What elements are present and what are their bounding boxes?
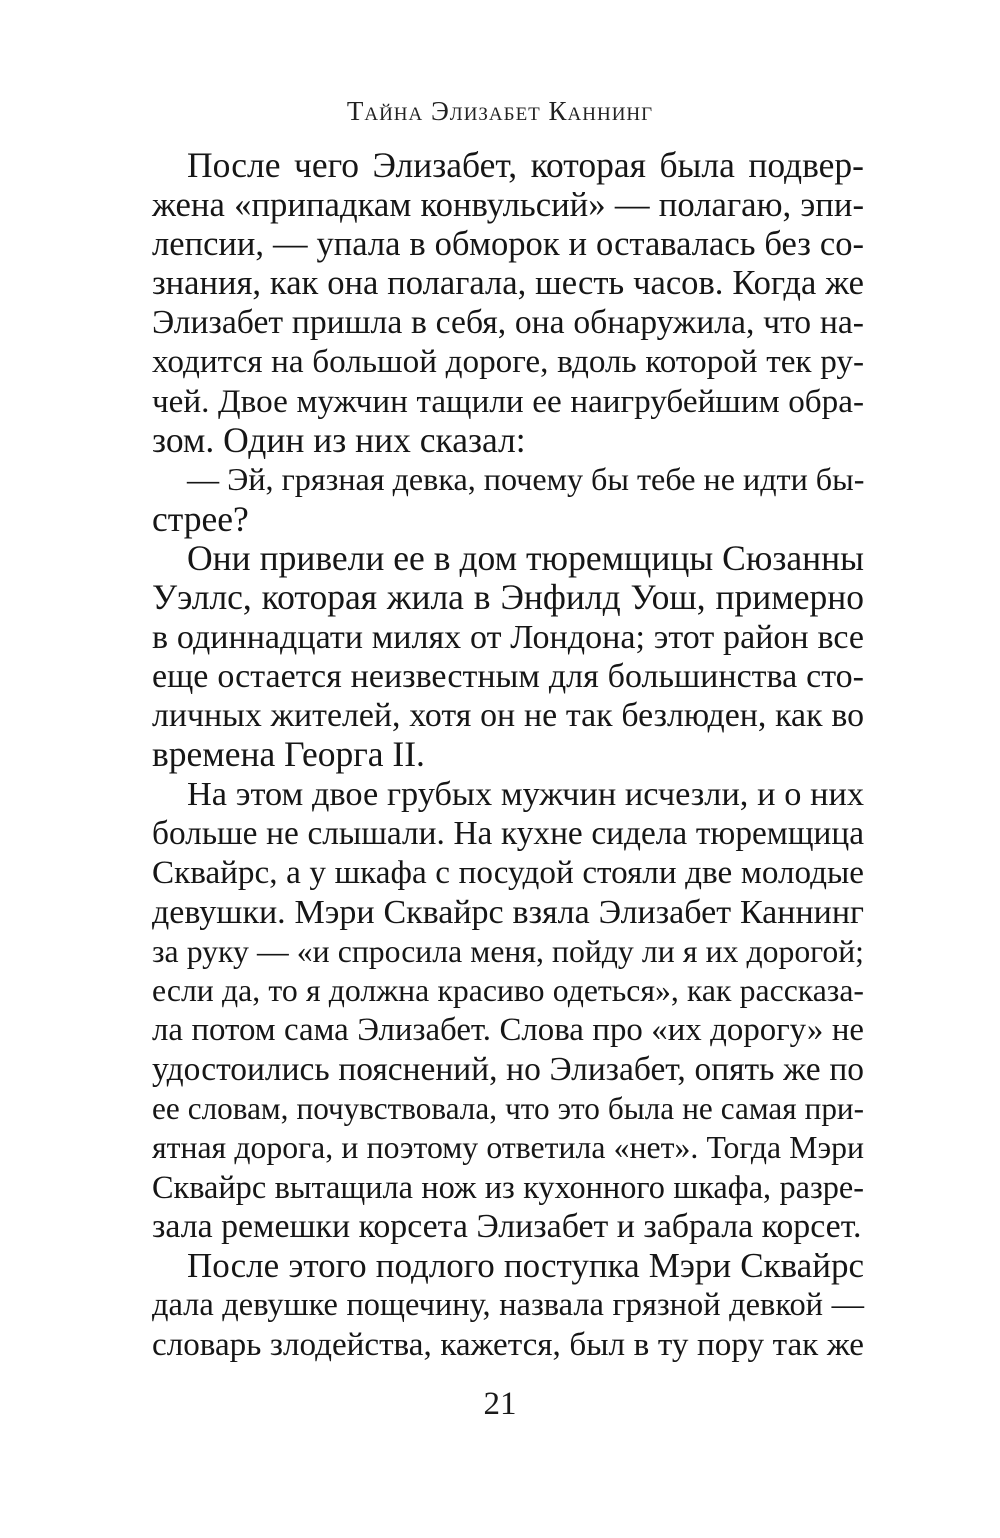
text-line: лепсии, — упала в обморок и оставалась без со- — [152, 224, 864, 263]
text-line: После чего Элизабет, которая была подвер- — [187, 145, 864, 185]
text-line: времена Георга II. — [152, 734, 425, 775]
text-line: После этого подлого поступка Мэри Сквайрс — [187, 1246, 864, 1286]
text-line: Сквайрс, а у шкафа с посудой стояли две молодые — [152, 854, 864, 892]
text-line: чей. Двое мужчин тащили ее наигрубейшим обра- — [152, 382, 864, 420]
body-text — [152, 146, 864, 1364]
text-line: Уэллс, которая жила в Энфилд Уош, примерно — [152, 577, 864, 618]
text-line: ла потом сама Элизабет. Слова про «их дорогу» не — [152, 1011, 864, 1048]
text-line: еще остается неизвестным для большинства сто- — [152, 657, 864, 695]
text-line: за руку — «и спросила меня, пойду ли я их дорогой; — [152, 933, 864, 969]
text-line: — Эй, грязная девка, почему бы тебе не идти бы- — [187, 461, 865, 498]
text-line: ятная дорога, и поэтому ответила «нет». Тогда Мэри — [152, 1130, 864, 1166]
text-line: жена «припадкам конвульсий» — полагаю, эпи- — [152, 185, 864, 225]
page-number: 21 — [483, 1386, 517, 1422]
text-line: Элизабет пришла в себя, она обнаружила, что на- — [152, 304, 864, 342]
paragraph — [152, 1246, 864, 1364]
text-line: знания, как она полагала, шесть часов. Когда же — [152, 263, 864, 302]
paragraph — [152, 146, 864, 460]
text-line: в одиннадцати милях от Лондона; этот район все — [152, 618, 864, 656]
text-line: ее словам, почувствовала, что это была не самая при- — [152, 1091, 864, 1127]
text-line: Сквайрс вытащила нож из кухонного шкафа, разре- — [152, 1168, 864, 1205]
text-line: больше не слышали. На кухне сидела тюремщица — [152, 815, 864, 853]
text-line: ходится на большой дороге, вдоль которой тек ру- — [152, 343, 864, 381]
paragraph — [152, 539, 864, 775]
text-line: зом. Один из них сказал: — [152, 420, 526, 461]
paragraph — [152, 775, 864, 1247]
text-line: девушки. Мэри Сквайрс взяла Элизабет Каннинг — [152, 893, 864, 931]
text-line: если да, то я должна красиво одеться», как рассказа- — [152, 973, 864, 1009]
text-line: удостоились пояснений, но Элизабет, опять же по — [152, 1050, 864, 1088]
text-line: словарь злодейства, кажется, был в ту пору так же — [152, 1325, 864, 1363]
text-line: дала девушке пощечину, назвала грязной девкой — — [152, 1286, 864, 1323]
text-line: личных жителей, хотя он не так безлюден, как во — [152, 697, 864, 735]
paragraph — [152, 460, 864, 539]
running-head: Тайна Элизабет Каннинг — [346, 96, 654, 126]
text-line: На этом двое грубых мужчин исчезли, и о них — [187, 774, 864, 813]
text-line: стрее? — [152, 498, 249, 539]
text-line: Они привели ее в дом тюремщицы Сюзанны — [187, 537, 864, 578]
text-line: зала ремешки корсета Элизабет и забрала корсет. — [152, 1208, 862, 1246]
